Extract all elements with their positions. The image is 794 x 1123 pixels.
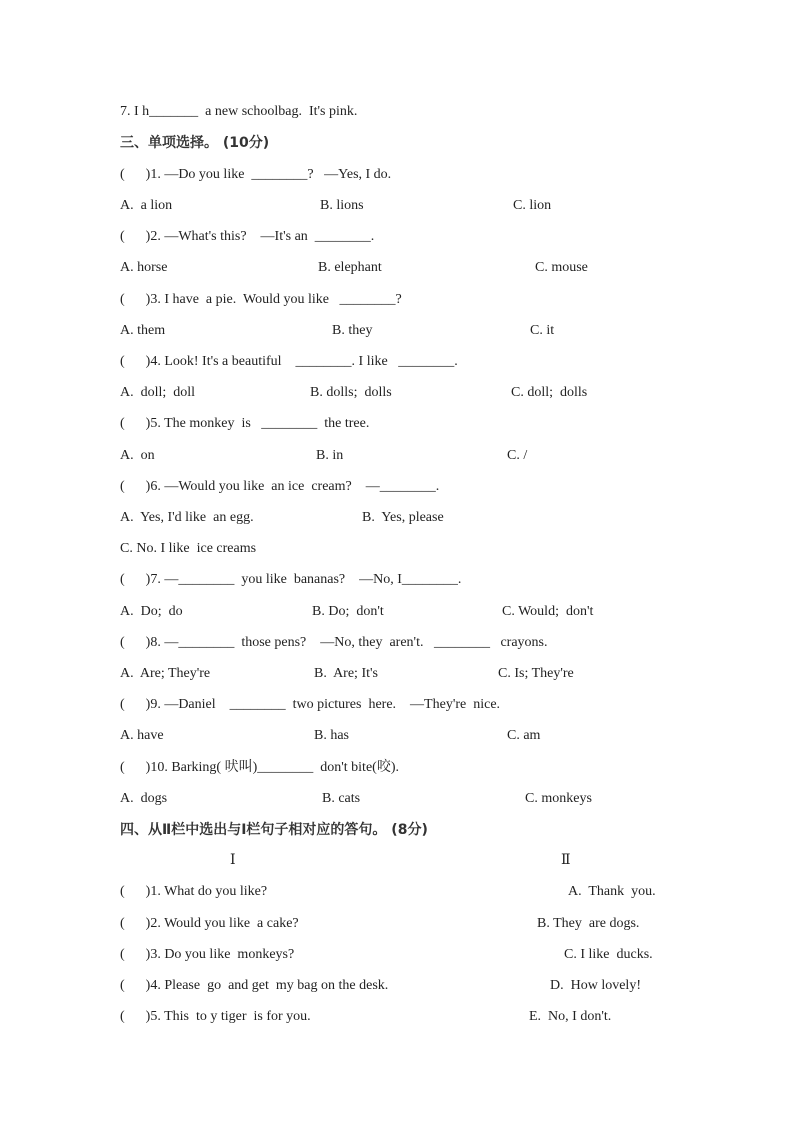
section-4-heading: 四、从Ⅱ栏中选出与Ⅰ栏句子相对应的答句。 (8分) [120, 822, 428, 838]
matching-right-item: D. How lovely! [550, 978, 641, 993]
option-a: A. Yes, I'd like an egg. [120, 510, 254, 525]
option-b: B. in [316, 448, 344, 463]
option-c: C. / [507, 448, 528, 463]
option-a: A. have [120, 728, 164, 743]
option-c: C. am [507, 728, 541, 743]
question-stem: ( )5. The monkey is ________ the tree. [120, 416, 370, 431]
question-stem: ( )4. Look! It's a beautiful ________. I like ________. [120, 354, 458, 369]
option-a: A. dogs [120, 791, 168, 806]
question-stem: ( )9. —Daniel ________ two pictures here. —They're nice. [120, 697, 501, 712]
column-1-header: Ⅰ [230, 853, 236, 868]
matching-right-item: B. They are dogs. [537, 916, 640, 931]
fill-in-question-7: 7. I h_______ a new schoolbag. It's pink. [120, 104, 358, 119]
option-c: C. lion [513, 198, 552, 213]
option-c: C. doll; dolls [511, 385, 588, 400]
column-2-header: Ⅱ [561, 853, 571, 868]
option-a: A. a lion [120, 198, 173, 213]
matching-left-item: ( )2. Would you like a cake? [120, 916, 299, 931]
option-a: A. on [120, 448, 155, 463]
question-stem: ( )7. —________ you like bananas? —No, I________. [120, 572, 462, 587]
question-stem: ( )2. —What's this? —It's an ________. [120, 229, 375, 244]
question-stem: ( )3. I have a pie. Would you like ________? [120, 292, 402, 307]
matching-left-item: ( )4. Please go and get my bag on the desk. [120, 978, 389, 993]
option-c: C. monkeys [525, 791, 592, 806]
option-b: B. elephant [318, 260, 382, 275]
option-b: B. Are; It's [314, 666, 378, 681]
option-b: B. has [314, 728, 349, 743]
option-c: C. No. I like ice creams [120, 541, 257, 556]
option-c: C. Is; They're [498, 666, 574, 681]
matching-right-item: C. I like ducks. [564, 947, 653, 962]
option-a: A. doll; doll [120, 385, 196, 400]
section-3-heading: 三、单项选择。 (10分) [120, 135, 270, 151]
question-stem: ( )1. —Do you like ________? —Yes, I do. [120, 167, 392, 182]
option-c: C. it [530, 323, 555, 338]
option-a: A. them [120, 323, 166, 338]
question-stem: ( )6. —Would you like an ice cream? —________. [120, 479, 440, 494]
option-a: A. horse [120, 260, 168, 275]
option-b: B. lions [320, 198, 364, 213]
matching-right-item: A. Thank you. [568, 884, 656, 899]
matching-left-item: ( )3. Do you like monkeys? [120, 947, 295, 962]
option-a: A. Are; They're [120, 666, 211, 681]
option-b: B. dolls; dolls [310, 385, 392, 400]
option-b: B. cats [322, 791, 361, 806]
question-stem: ( )8. —________ those pens? —No, they aren't. ________ crayons. [120, 635, 548, 650]
option-b: B. Do; don't [312, 604, 384, 619]
matching-left-item: ( )1. What do you like? [120, 884, 268, 899]
option-c: C. Would; don't [502, 604, 594, 619]
option-b: B. they [332, 323, 373, 338]
question-stem: ( )10. Barking( 吠叫)________ don't bite(咬). [120, 760, 399, 775]
matching-right-item: E. No, I don't. [529, 1009, 612, 1024]
matching-left-item: ( )5. This to y tiger is for you. [120, 1009, 311, 1024]
option-b: B. Yes, please [362, 510, 444, 525]
option-a: A. Do; do [120, 604, 183, 619]
option-c: C. mouse [535, 260, 588, 275]
